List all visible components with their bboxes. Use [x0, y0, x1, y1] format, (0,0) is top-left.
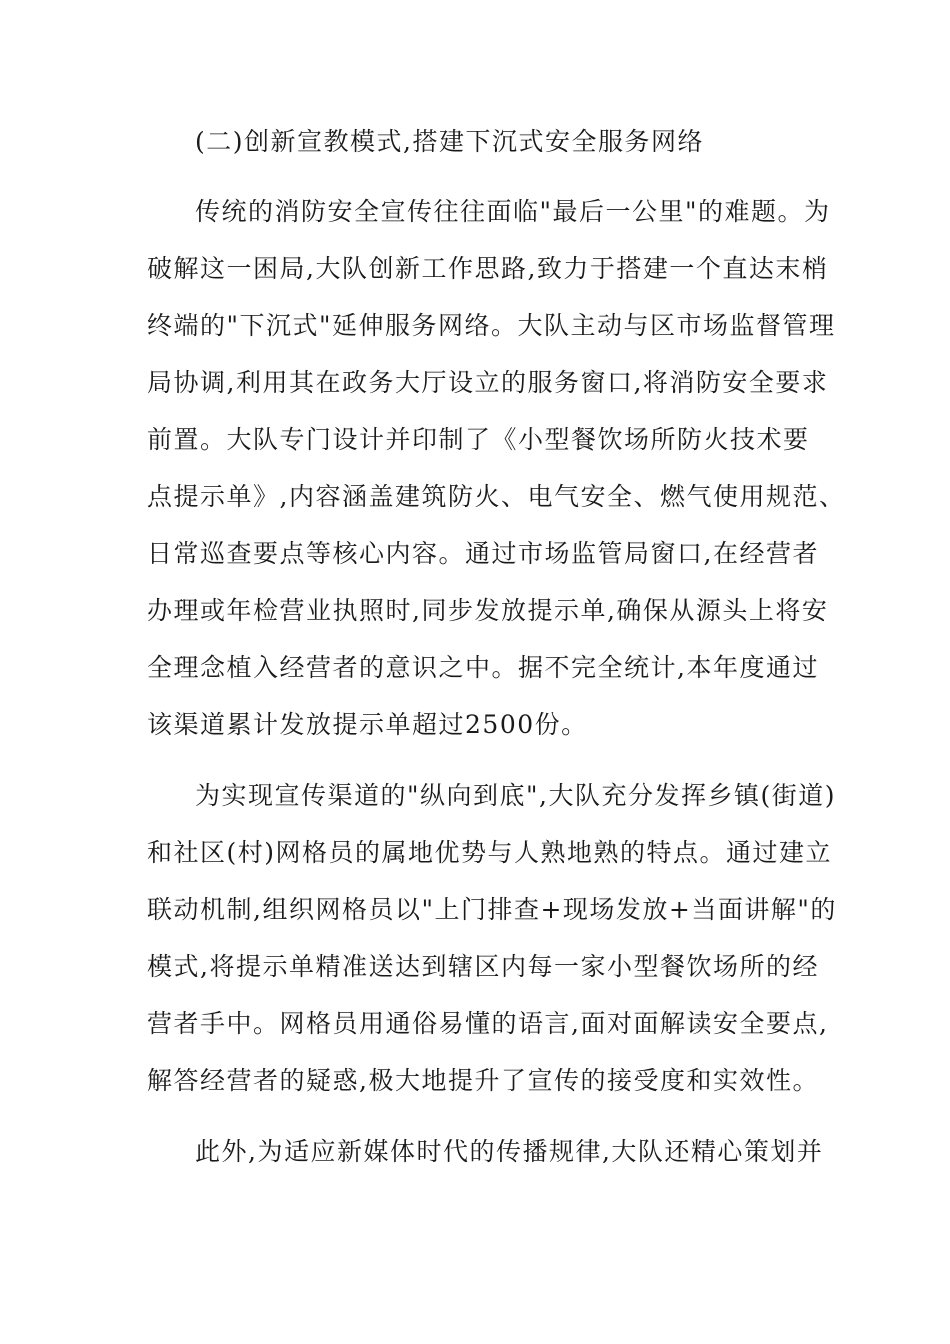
paragraph-1-line-9: 全理念植入经营者的意识之中。据不完全统计,本年度通过	[147, 653, 819, 682]
paragraph-1-line-3: 终端的"下沉式"延伸服务网络。大队主动与区市场监督管理	[147, 311, 836, 340]
paragraph-1-line-8: 办理或年检营业执照时,同步发放提示单,确保从源头上将安	[147, 596, 829, 625]
paragraph-1-line-6: 点提示单》,内容涵盖建筑防火、电气安全、燃气使用规范、	[147, 482, 846, 511]
paragraph-1-line-10: 该渠道累计发放提示单超过2500份。	[147, 710, 588, 739]
paragraph-2-line-5: 营者手中。网格员用通俗易懂的语言,面对面解读安全要点,	[147, 1009, 829, 1038]
paragraph-1-line-4: 局协调,利用其在政务大厅设立的服务窗口,将消防安全要求	[147, 368, 829, 397]
paragraph-2-line-2: 和社区(村)网格员的属地优势与人熟地熟的特点。通过建立	[147, 838, 833, 867]
paragraph-2-line-6: 解答经营者的疑惑,极大地提升了宣传的接受度和实效性。	[147, 1066, 819, 1095]
paragraph-1-line-5: 前置。大队专门设计并印制了《小型餐饮场所防火技术要	[147, 425, 810, 454]
paragraph-2-line-4: 模式,将提示单精准送达到辖区内每一家小型餐饮场所的经	[147, 952, 819, 981]
section-heading: (二)创新宣教模式,搭建下沉式安全服务网络	[195, 127, 704, 156]
paragraph-1-line-2: 破解这一困局,大队创新工作思路,致力于搭建一个直达末梢	[147, 254, 829, 283]
paragraph-1-line-7: 日常巡查要点等核心内容。通过市场监管局窗口,在经营者	[147, 539, 819, 568]
paragraph-2-line-3: 联动机制,组织网格员以"上门排查+现场发放+当面讲解"的	[147, 895, 837, 924]
paragraph-2-line-1: 为实现宣传渠道的"纵向到底",大队充分发挥乡镇(街道)	[195, 781, 836, 810]
paragraph-1-line-1: 传统的消防安全宣传往往面临"最后一公里"的难题。为	[195, 197, 831, 226]
paragraph-3-line-1: 此外,为适应新媒体时代的传播规律,大队还精心策划并	[195, 1137, 824, 1166]
